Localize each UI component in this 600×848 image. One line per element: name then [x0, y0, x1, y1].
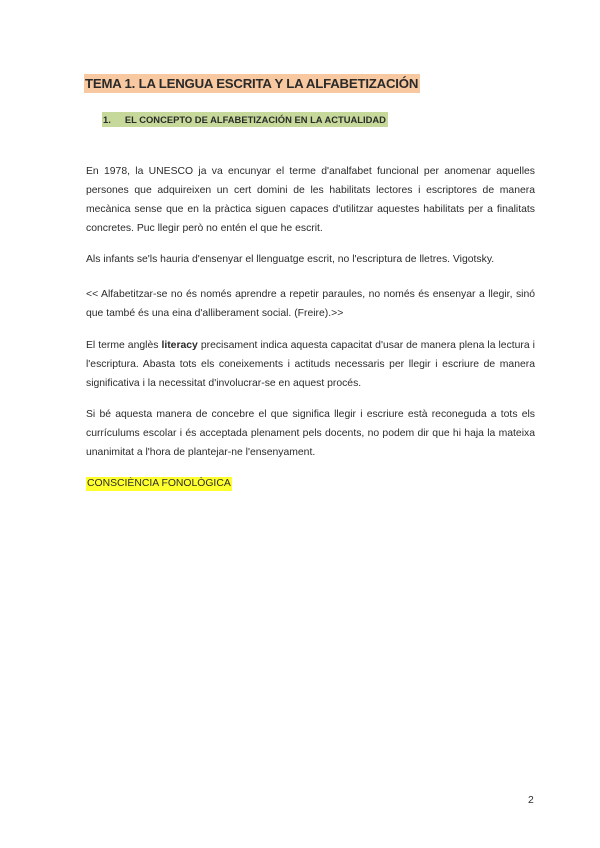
literacy-term: literacy	[161, 340, 198, 351]
section-heading-text: EL CONCEPTO DE ALFABETIZACIÓN EN LA ACTUALIDAD	[124, 114, 386, 125]
paragraph-freire-quote: << Alfabetitzar-se no és només aprendre a repetir paraules, no només és ensenyar a llegir, sinó que també és una eina d'alliberament social. (Freire).>>	[86, 289, 535, 319]
page-title: TEMA 1. LA LENGUA ESCRITA Y LA ALFABETIZACIÓN	[85, 76, 419, 91]
highlighted-heading: CONSCIÈNCIA FONOLÒGICA	[87, 478, 231, 489]
paragraph-unesco: En 1978, la UNESCO ja va encunyar el terme d'analfabet funcional per anomenar aquelles persones que adquireixen un cert domini de les habilitats lectores i escriptores de manera mecànica sense que en la pràctica siguen capaces d'utilitzar aquestes habilitats per a finalitats concretes. Puc llegir però no entén el que he escrit.	[86, 166, 535, 234]
literacy-text-before: El terme anglès	[86, 340, 162, 351]
page-number: 2	[528, 795, 534, 806]
paragraph-curriculum: Si bé aquesta manera de concebre el que significa llegir i escriure està reconeguda a tots els currículums escolar i és acceptada plenament pels docents, no podem dir que hi haja la mateixa unanimitat a l'hora de plantejar-ne l'ensenyament.	[86, 409, 535, 458]
literacy-text-after: precisament indica aquesta capacitat d'usar de manera plena la lectura i l'escriptura. Abasta tots els coneixements i actituds necessaris per llegir i escriure de manera significativa i la necessitat d'involucrar-se en aquest procés.	[86, 340, 535, 389]
paragraph-vigotsky: Als infants se'ls hauria d'ensenyar el llenguatge escrit, no l'escriptura de lletres. Vigotsky.	[86, 254, 495, 265]
section-number: 1.	[103, 114, 111, 125]
paragraph-literacy	[86, 336, 535, 393]
section-heading	[102, 112, 388, 127]
